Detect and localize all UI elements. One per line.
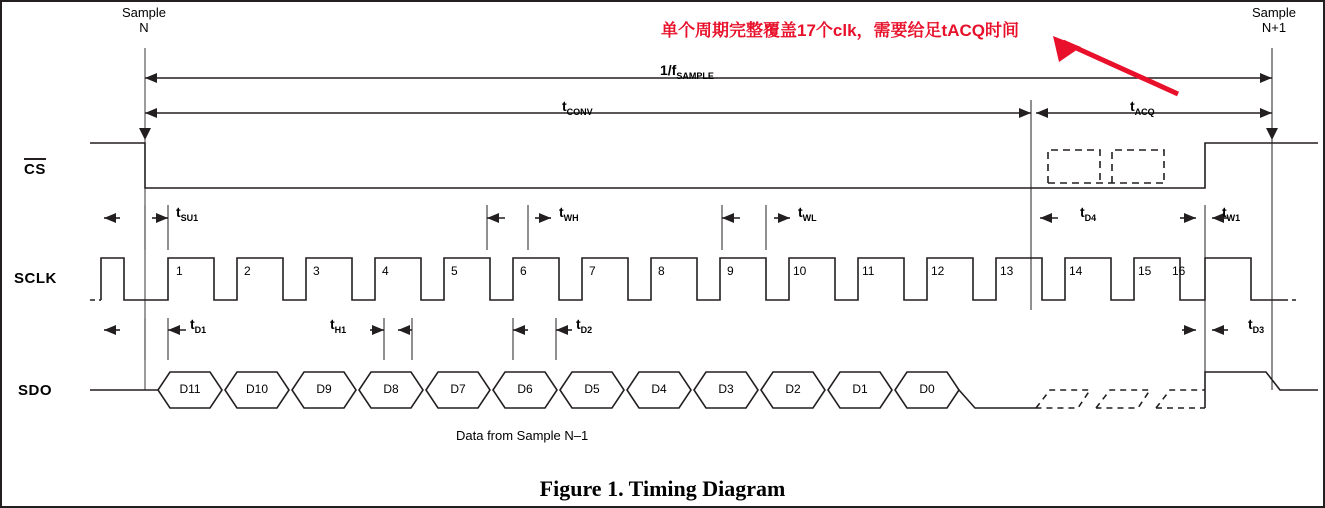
interval-label-tconv: $t_{CONV}$ <box>562 98 593 117</box>
clock-number: 13 <box>1000 264 1014 278</box>
red-arrow-icon <box>1053 36 1178 94</box>
clock-number: 6 <box>520 264 527 278</box>
signal-label-sdo: SDO <box>18 382 53 399</box>
sdo-bit-label: D2 <box>785 382 801 396</box>
sdo-bit-label: D9 <box>316 382 332 396</box>
sdo-bit-label: D11 <box>179 382 201 396</box>
clock-number: 12 <box>931 264 945 278</box>
timing-label-twh: $t_{WH}$ <box>559 204 579 223</box>
clock-number: 2 <box>244 264 251 278</box>
sample-marker-n <box>108 6 180 36</box>
clock-number: 16 <box>1172 264 1186 278</box>
timing-label-td3: $t_{D3}$ <box>1248 316 1265 335</box>
figure-caption: Figure 1. Timing Diagram <box>539 476 786 501</box>
timing-label-twl: $t_{WL}$ <box>798 204 817 223</box>
sample-marker-n-line2: N <box>139 19 149 35</box>
sample-marker-n1-line2: N+1 <box>1261 19 1287 35</box>
clock-number: 14 <box>1069 264 1083 278</box>
clock-number: 9 <box>727 264 734 278</box>
red-annotation-text: 单个周期完整覆盖17个clk，需要给足tACQ时间 <box>661 21 1019 40</box>
clock-number: 11 <box>862 264 875 278</box>
clock-number: 3 <box>313 264 320 278</box>
sdo-bit-label: D10 <box>245 382 268 396</box>
sdo-bit-label: D0 <box>919 382 935 396</box>
interval-label-tacq: $t_{ACQ}$ <box>1130 98 1155 117</box>
clock-number: 4 <box>382 264 389 278</box>
clock-number: 15 <box>1138 264 1152 278</box>
clock-number: 8 <box>658 264 665 278</box>
timing-label-td4: $t_{D4}$ <box>1080 204 1097 223</box>
signal-label-sclk: SCLK <box>14 270 57 287</box>
sample-marker-n1-line1: Sample <box>1251 5 1297 20</box>
interval-label-fsample: $1/f_{SAMPLE}$ <box>660 62 714 81</box>
timing-label-td1: $t_{D1}$ <box>190 316 207 335</box>
clock-number: 10 <box>793 264 807 278</box>
timing-label-td2: $t_{D2}$ <box>576 316 593 335</box>
sdo-bit-label: D7 <box>450 382 466 396</box>
sdo-bit-label: D8 <box>383 382 399 396</box>
sdo-bit-label: D4 <box>651 382 667 396</box>
timing-label-tw1: $t_{W1}$ <box>1222 204 1241 223</box>
timing-label-th1: $t_{H1}$ <box>330 316 347 335</box>
clock-number: 5 <box>451 264 458 278</box>
sdo-bit-label: D6 <box>517 382 533 396</box>
signal-label-cs: CS <box>24 158 46 178</box>
data-from-note: Data from Sample N–1 <box>456 428 589 443</box>
timing-label-tsu1: $t_{SU1}$ <box>176 204 199 223</box>
sdo-bit-label: D1 <box>852 382 868 396</box>
sample-marker-n-plus-1 <box>1236 6 1312 36</box>
sdo-bit-label: D5 <box>584 382 600 396</box>
sdo-bit-label: D3 <box>718 382 734 396</box>
clock-number: 7 <box>589 264 596 278</box>
sample-marker-n-line1: Sample <box>121 5 167 20</box>
clock-number: 1 <box>176 264 183 278</box>
